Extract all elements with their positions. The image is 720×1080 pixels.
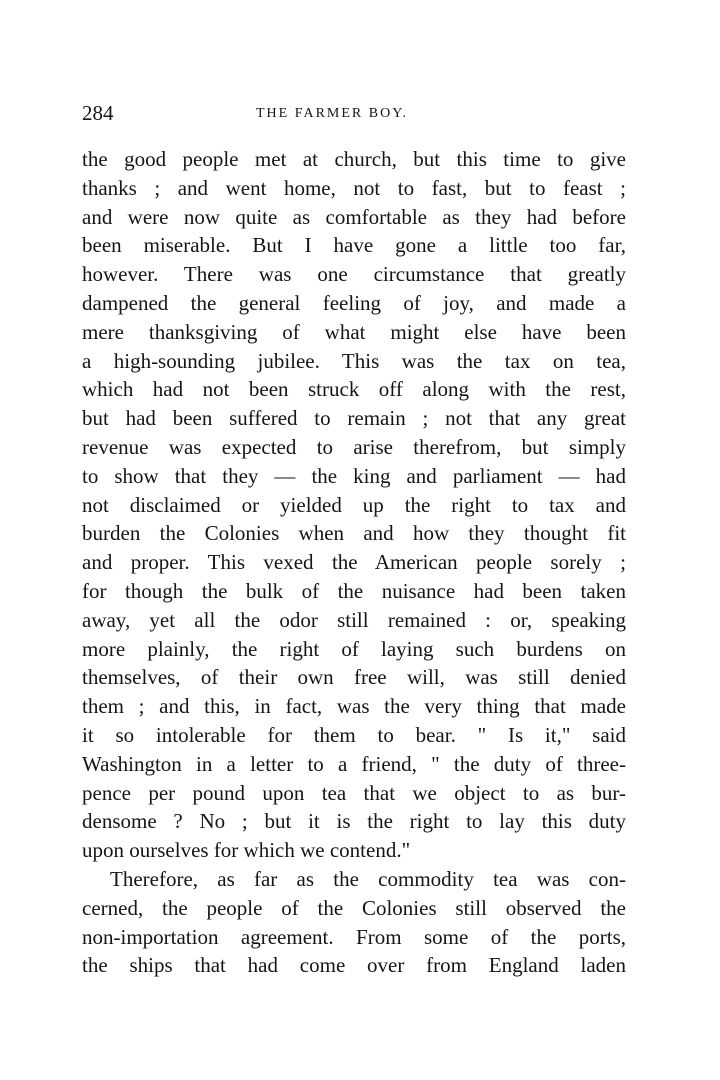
text-line: but had been suffered to remain ; not that any great [82, 406, 626, 431]
text-line: the ships that had come over from England laden [82, 953, 626, 978]
text-line: away, yet all the odor still remained : or, speaking [82, 607, 626, 632]
page-number: 284 [82, 101, 114, 125]
text-line: revenue was expected to arise therefrom, but simply [82, 434, 626, 459]
text-line: and proper. This vexed the American people sorely ; [82, 550, 626, 575]
text-line: not disclaimed or yielded up the right to tax and [82, 492, 626, 517]
text-line: densome ? No ; but it is the right to lay this duty [82, 809, 626, 834]
text-line: a high-sounding jubilee. This was the tax on tea, [82, 348, 626, 373]
book-title: THE FARMER BOY. [256, 106, 409, 121]
paragraph-start-line: Therefore, as far as the commodity tea was con- [110, 866, 626, 891]
text-line: pence per pound upon tea that we object to as bur- [82, 780, 626, 805]
text-line: upon ourselves for which we contend." [82, 838, 411, 863]
text-line: dampened the general feeling of joy, and made a [82, 290, 626, 315]
text-line: Washington in a letter to a friend, " the duty of three- [82, 751, 626, 776]
running-head [82, 98, 626, 132]
text-line: burden the Colonies when and how they thought fit [82, 521, 626, 546]
text-line: however. There was one circumstance that greatly [82, 262, 626, 287]
text-line: and were now quite as comfortable as they had before [82, 204, 626, 229]
text-line: to show that they — the king and parliament — had [82, 463, 626, 488]
text-line: which had not been struck off along with the rest, [82, 377, 626, 402]
text-line: cerned, the people of the Colonies still observed the [82, 895, 626, 920]
text-line: thanks ; and went home, not to fast, but to feast ; [82, 175, 626, 200]
text-line: it so intolerable for them to bear. " Is it," said [82, 722, 626, 747]
text-line: non-importation agreement. From some of the ports, [82, 924, 626, 949]
text-line: more plainly, the right of laying such burdens on [82, 636, 626, 661]
text-line: been miserable. But I have gone a little too far, [82, 233, 626, 258]
text-line: themselves, of their own free will, was still denied [82, 665, 626, 690]
text-line: the good people met at church, but this time to give [82, 147, 626, 171]
text-line: them ; and this, in fact, was the very thing that made [82, 694, 626, 719]
body-text [82, 145, 626, 980]
text-line: for though the bulk of the nuisance had been taken [82, 578, 626, 603]
text-line: mere thanksgiving of what might else have been [82, 319, 626, 344]
